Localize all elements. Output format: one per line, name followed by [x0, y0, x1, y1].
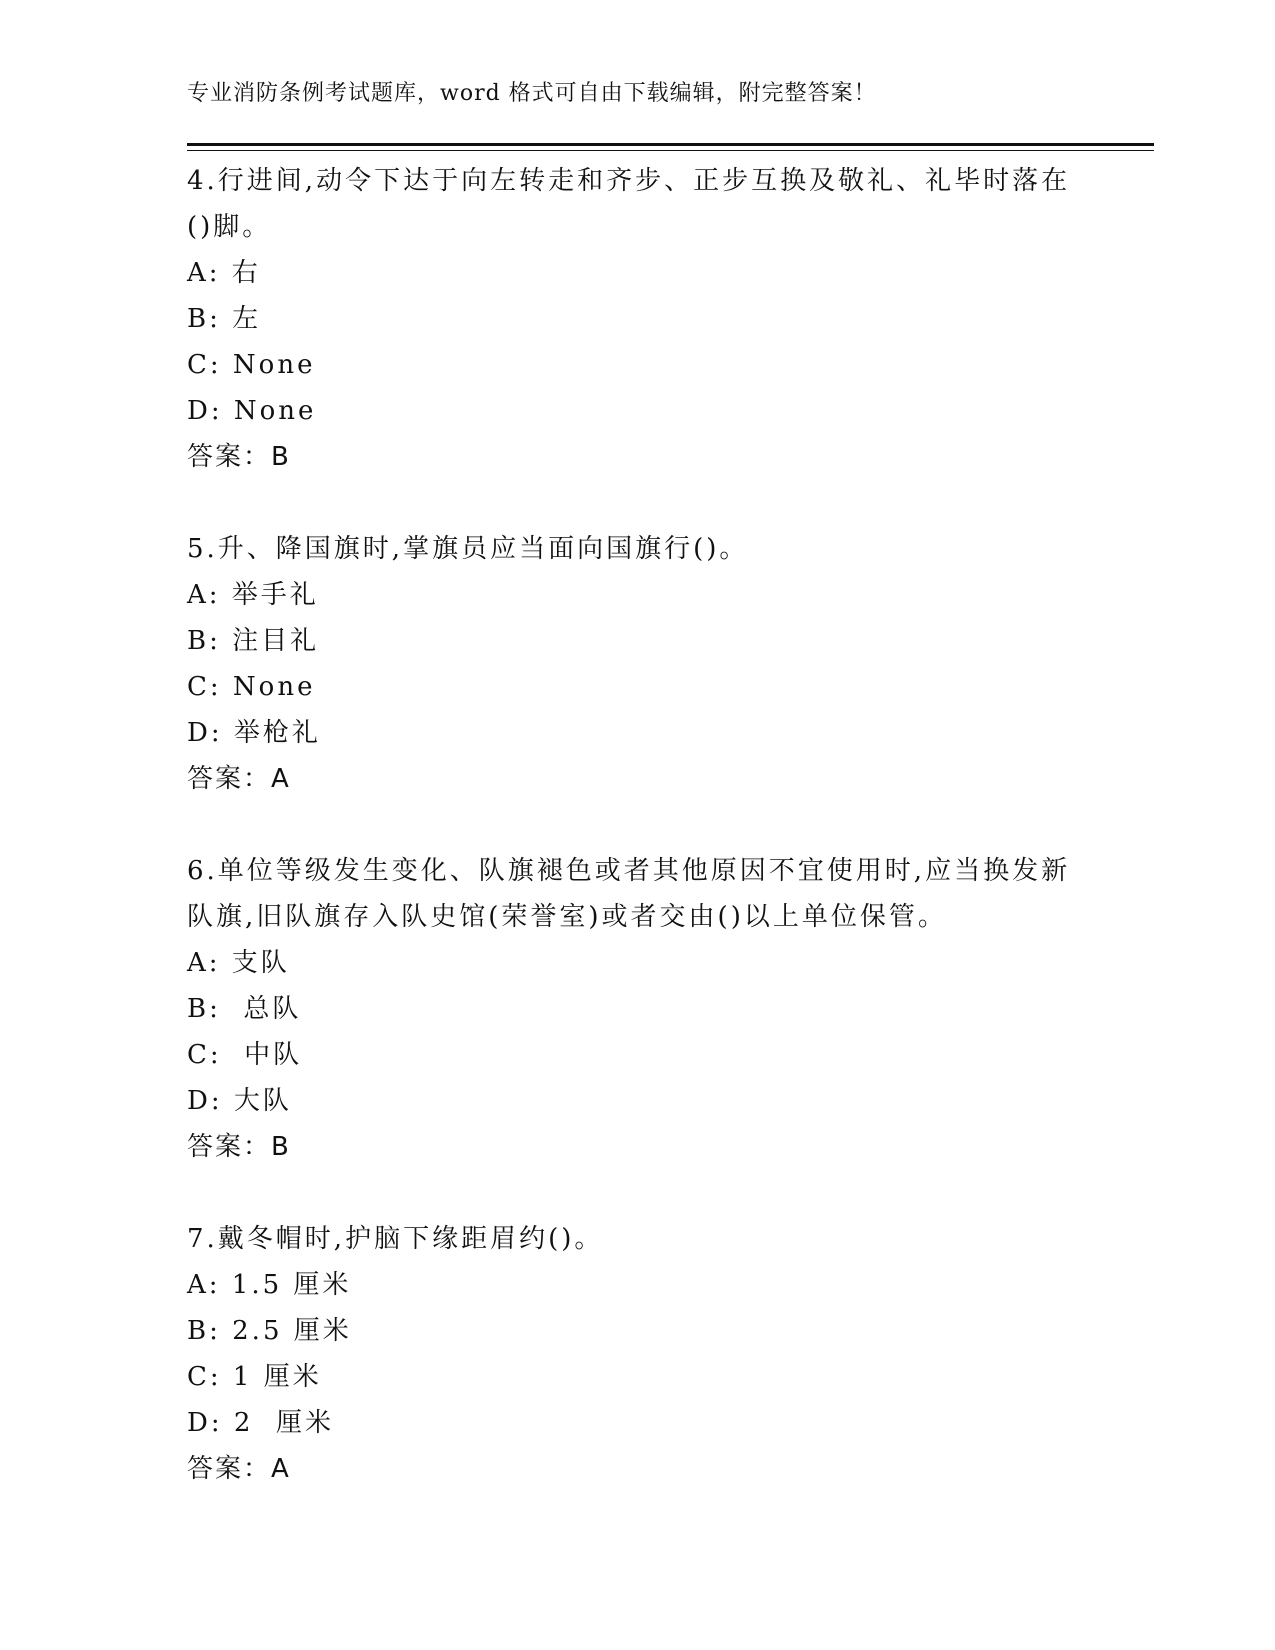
answer-line: 答案：A [187, 1454, 291, 1484]
question-stem: 7.戴冬帽时,护脑下缘距眉约()。 [187, 1224, 604, 1254]
page-header: 专业消防条例考试题库，word 格式可自由下载编辑，附完整答案！ [187, 81, 877, 106]
option-b: B: 左 [187, 304, 262, 334]
question-stem: 6.单位等级发生变化、队旗褪色或者其他原因不宜使用时,应当换发新队旗,旧队旗存入队史馆(荣誉室)或者交由()以上单位保管。 [187, 856, 1071, 932]
answer-line: 答案：B [187, 1132, 291, 1162]
question-stem: 5.升、降国旗时,掌旗员应当面向国旗行()。 [187, 534, 749, 564]
option-a: A: 右 [187, 258, 261, 288]
option-c: C: 1 厘米 [187, 1362, 322, 1392]
question-4 [187, 158, 1087, 480]
question-7 [187, 1216, 1087, 1492]
option-a: A: 1.5 厘米 [187, 1270, 352, 1300]
answer-line: 答案：B [187, 442, 291, 472]
answer-line: 答案：A [187, 764, 291, 794]
option-b: B: 总队 [187, 994, 302, 1024]
question-6 [187, 848, 1087, 1170]
option-c: C: 中队 [187, 1040, 303, 1070]
option-b: B: 注目礼 [187, 626, 320, 656]
option-d: D: None [187, 396, 317, 426]
question-list [187, 158, 1087, 1538]
option-a: A: 支队 [187, 948, 290, 978]
header-rule-thin [187, 150, 1154, 151]
option-c: C: None [187, 350, 316, 380]
header-rule-thick [187, 143, 1154, 146]
option-a: A: 举手礼 [187, 580, 319, 610]
option-d: D: 大队 [187, 1086, 292, 1116]
option-d: D: 2 厘米 [187, 1408, 334, 1438]
option-c: C: None [187, 672, 316, 702]
option-b: B: 2.5 厘米 [187, 1316, 352, 1346]
question-stem: 4.行进间,动令下达于向左转走和齐步、正步互换及敬礼、礼毕时落在()脚。 [187, 166, 1071, 242]
option-d: D: 举枪礼 [187, 718, 321, 748]
question-5 [187, 526, 1087, 802]
